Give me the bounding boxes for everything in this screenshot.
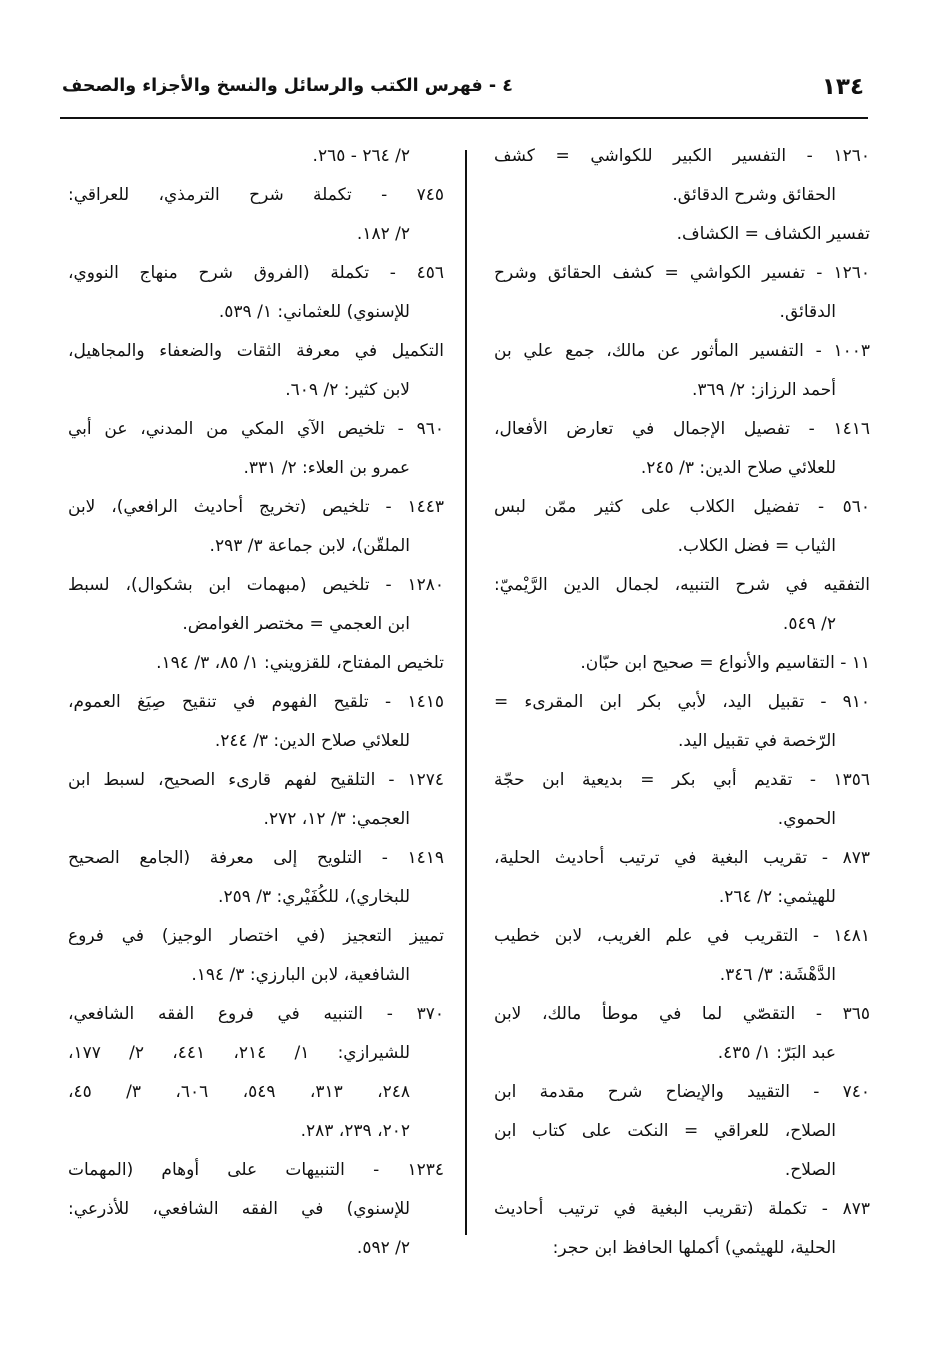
index-line: الصلاح. [784, 1160, 836, 1180]
index-line: ٨٧٣ - تكملة (تقريب البغية في ترتيب أحاديث [494, 1199, 870, 1219]
index-line: ٨٧٣ - تقريب البغية في ترتيب أحاديث الحلية، [494, 848, 870, 868]
index-line: ١٠٠٣ - التفسير المأثور عن مالك، جمع علي بن [494, 341, 870, 361]
index-line: ١٤٤٣ - تلخيص (تخريج أحاديث الرافعي)، لابن [68, 497, 444, 517]
index-line: الدقائق. [779, 302, 836, 322]
index-line: للبخاري)، للكُفَيْري: ٣/ ٢٥٩. [218, 887, 410, 907]
index-line: التفقيه في شرح التنبيه، لجمال الدين الرَّيْميّ: [494, 575, 870, 595]
index-line: ١٢٦٠ - تفسير الكواشي = كشف الحقائق وشرح [494, 263, 870, 283]
index-line: الشافعية، لابن البارزي: ٣/ ١٩٤. [191, 965, 410, 985]
page-header [60, 68, 866, 104]
index-line: ٤٥٦ - تكملة (الفروق شرح منهاج النووي، [68, 263, 444, 283]
index-line: الحلية، للهيثمي) أكملها الحافظ ابن حجر: [552, 1238, 836, 1258]
index-line: للعلائي صلاح الدين: ٣/ ٢٤٥. [640, 458, 836, 478]
header-rule [60, 117, 868, 119]
index-line: للشيرازي: ١/ ٢١٤، ٤٤١، ٢/ ١٧٧، [68, 1043, 411, 1063]
index-line: ٣٧٠ - التنبيه في فروع الفقه الشافعي، [68, 1004, 444, 1024]
index-line: ٢٠٢، ٢٣٩، ٢٨٣. [300, 1121, 410, 1141]
index-line: لابن كثير: ٢/ ٦٠٩. [285, 380, 410, 400]
index-line: ٢/ ١٨٢. [356, 224, 410, 244]
index-line: عمرو بن العلاء: ٢/ ٣٣١. [243, 458, 410, 478]
index-line: ٢/ ٥٩٢. [356, 1238, 410, 1258]
index-line: ٢/ ٥٤٩. [782, 614, 836, 634]
index-line: ٢٤٨، ٣١٣، ٥٤٩، ٦٠٦، ٣/ ٤٥، [68, 1082, 410, 1102]
index-line: الدَّهْشَة: ٣/ ٣٤٦. [719, 965, 836, 985]
index-line: ١٤٨١ - التقريب في علم الغريب، لابن خطيب [494, 926, 870, 946]
index-line: ١٢٧٤ - التلقيح لفهم قارىء الصحيح، لسبط ابن [68, 770, 444, 790]
index-line: ١٤١٥ - تلقيح الفهوم في تنقيح صِيَغ العموم، [68, 692, 444, 712]
index-line: ١١ - التقاسيم والأنواع = صحيح ابن حبّان. [580, 653, 870, 673]
running-title: ٤ - فهرس الكتب والرسائل والنسخ والأجزاء والصحف [62, 76, 513, 96]
index-line: ٧٤٥ - تكملة شرح الترمذي، للعراقي: [68, 185, 444, 205]
index-line: ١٤١٦ - تفصيل الإجمال في تعارض الأفعال، [494, 419, 870, 439]
index-line: الرّخصة في تقبيل اليد. [678, 731, 836, 751]
index-line: ٩٦٠ - تلخيص الآي المكي من المدني، عن أبي [68, 419, 444, 439]
index-line: للعلائي صلاح الدين: ٣/ ٢٤٤. [214, 731, 410, 751]
index-line: ٢/ ٢٦٤ - ٢٦٥. [312, 146, 410, 166]
page-number: ١٣٤ [821, 74, 864, 100]
index-line: للإسنوي) للعثماني: ١/ ٥٣٩. [218, 302, 410, 322]
index-line: ٩١٠ - تقبيل اليد، لأبي بكر ابن المقرىء = [494, 692, 870, 712]
index-line: الثياب = فضل الكلاب. [677, 536, 836, 556]
index-line: أحمد الرزاز: ٢/ ٣٦٩. [691, 380, 836, 400]
index-line: ٥٦٠ - تفضيل الكلاب على كثير ممّن لبس [494, 497, 870, 517]
index-line: الحموي. [777, 809, 836, 829]
right-column [494, 137, 870, 1268]
index-line: تفسير الكشاف = الكشاف. [676, 224, 870, 244]
index-line: العجمي: ٣/ ١٢، ٢٧٢. [263, 809, 410, 829]
index-line: للإسنوي) في الفقه الشافعي، للأذرعي: [68, 1199, 410, 1219]
column-divider [465, 150, 467, 1235]
index-line: تلخيص المفتاح، للقزويني: ١/ ٨٥، ٣/ ١٩٤. [156, 653, 444, 673]
index-line: ١٤١٩ - التلويح إلى معرفة (الجامع الصحيح [68, 848, 444, 868]
index-line: ١٢٣٤ - التنبيهات على أوهام (المهمات [68, 1160, 444, 1180]
index-line: ٣٦٥ - التقصّي لما في موطأ مالك، لابن [494, 1004, 870, 1024]
index-line: عبد البَرّ: ١/ ٤٣٥. [717, 1043, 836, 1063]
left-column [68, 137, 444, 1268]
index-line: الصلاح، للعراقي = النكت على كتاب ابن [494, 1121, 836, 1141]
index-line: ١٢٨٠ - تلخيص (مبهمات ابن بشكوال)، لسبط [68, 575, 444, 595]
index-line: ١٣٥٦ - تقديم أبي بكر = بديعية ابن حجّة [494, 770, 870, 790]
index-line: التكميل في معرفة الثقات والضعفاء والمجاهيل، [68, 341, 444, 361]
index-line: الحقائق وشرح الدقائق. [672, 185, 836, 205]
index-line: تمييز التعجيز (في اختصار الوجيز) في فروع [68, 926, 444, 946]
index-line: ٧٤٠ - التقييد والإيضاح شرح مقدمة ابن [494, 1082, 870, 1102]
index-line: الملقّن)، لابن جماعة ٣/ ٢٩٣. [209, 536, 410, 556]
index-line: للهيثمي: ٢/ ٢٦٤. [718, 887, 836, 907]
index-line: ١٢٦٠ - التفسير الكبير للكواشي = كشف [494, 146, 870, 166]
index-line: ابن العجمي = مختصر الغوامض. [182, 614, 410, 634]
